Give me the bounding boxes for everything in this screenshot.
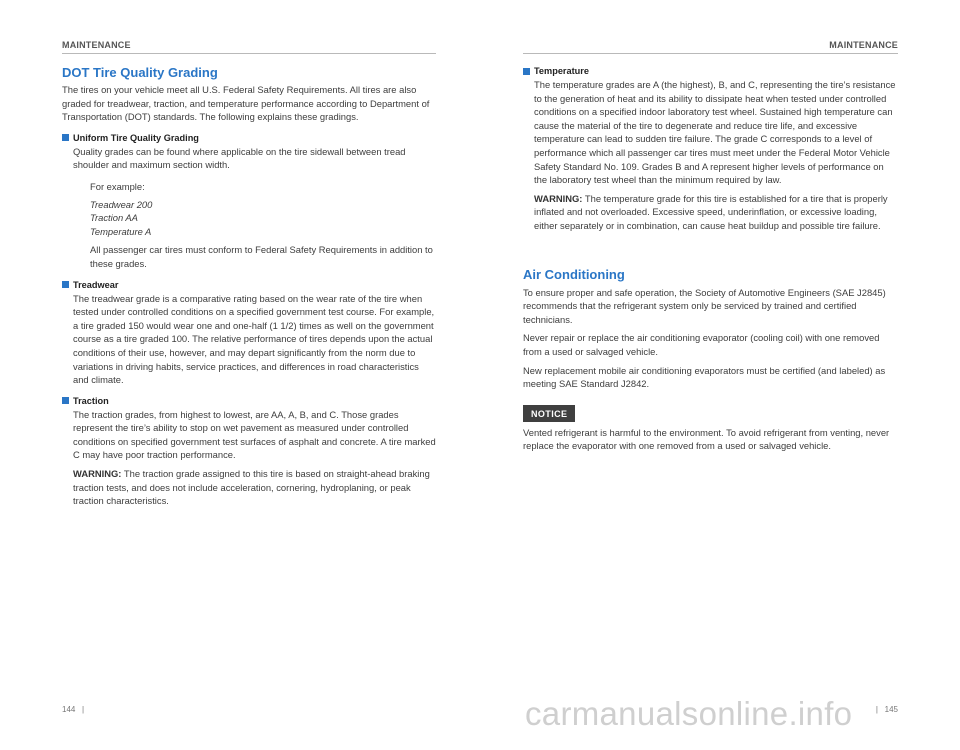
temperature-warning-text: The temperature grade for this tire is established for a tire that is properly inflated and not overloaded. Excessive speed, underinflation, or excessive loading, either separately or in combination, can cause heat buildup and possible tire failure. [534, 192, 888, 231]
uniform-grading-heading-label: Uniform Tire Quality Grading [73, 132, 199, 143]
notice-text: Vented refrigerant is harmful to the environment. To avoid refrigerant from venting, never replace the evaporator with one removed from a used or salvaged vehicle. [523, 426, 890, 452]
square-bullet-icon [62, 281, 69, 288]
intro-paragraph: The tires on your vehicle meet all U.S. Federal Safety Requirements. All tires are also graded for treadwear, traction, and temperature performance according to Department of Transportation (DOT) standards. The following explains these gradings. [62, 84, 430, 123]
page-number-right: | 145 [875, 705, 898, 714]
temperature-warning [523, 192, 898, 233]
traction-heading-label: Traction [73, 395, 109, 406]
section-header-left: MAINTENANCE [62, 40, 436, 54]
example-label: For example: [90, 180, 145, 192]
square-bullet-icon [62, 134, 69, 141]
page-number-left: 144 | [62, 705, 85, 714]
example-treadwear: Treadwear 200 [90, 198, 153, 210]
traction-text: The traction grades, from highest to lowest, are AA, A, B, and C. Those grades represent the tire’s ability to stop on wet pavement as measured under controlled conditions on specified government test surfaces of asphalt and concrete. A tire marked C may have poor traction performance. [73, 408, 436, 461]
tire-grading-title: DOT Tire Quality Grading [62, 65, 218, 80]
traction-warning [62, 467, 436, 508]
notice-box [523, 404, 898, 422]
treadwear-heading-label: Treadwear [73, 279, 119, 290]
ac-paragraph-1: To ensure proper and safe operation, the Society of Automotive Engineers (SAE J2845) recommends that the refrigerant system only be serviced by trained and certified technicians. [523, 286, 886, 325]
treadwear-heading [62, 280, 436, 290]
page-number-145: 145 [884, 705, 898, 714]
square-bullet-icon [523, 68, 530, 75]
warning-label: WARNING: [534, 192, 583, 204]
temperature-heading [523, 66, 898, 76]
warning-label: WARNING: [73, 468, 122, 480]
example-temperature: Temperature A [90, 225, 152, 237]
temperature-text: The temperature grades are A (the highest), B, and C, representing the tire’s resistance to the generation of heat and its ability to dissipate heat when tested under controlled conditions on a specified indoor laboratory test wheel. Sustained high temperature can cause the material of the tire to degenerate and reduce tire life, and excessive temperature can lead to sudden tire failure. The grade C corresponds to a level of performance which all passenger car tires must meet under the Federal Motor Vehicle Safety Standard No. 109. Grades B and A represent higher levels of performance on the laboratory test wheel than the minimum required by law. [534, 79, 896, 186]
traction-warning-text: The traction grade assigned to this tire is based on straight-ahead braking traction tests, and does not include acceleration, cornering, hydroplaning, or peak traction characteristics. [73, 468, 430, 507]
air-conditioning-title: Air Conditioning [523, 266, 625, 282]
watermark: carmanualsonline.info [525, 695, 853, 732]
conform-text: All passenger car tires must conform to Federal Safety Requirements in addition to these grades. [90, 244, 433, 269]
uniform-grading-heading [62, 133, 436, 143]
right-page [480, 0, 960, 750]
ac-paragraph-3: New replacement mobile air conditioning evaporators must be certified (and labeled) as meeting SAE Standard J2842. [523, 364, 886, 390]
ac-paragraph-2: Never repair or replace the air conditioning evaporator (cooling coil) with one removed from a used or salvaged vehicle. [523, 332, 880, 357]
square-bullet-icon [62, 397, 69, 404]
section-header-right: MAINTENANCE [523, 40, 898, 54]
uniform-grading-text: Quality grades can be found where applicable on the tire sidewall between tread shoulder and maximum section width. [73, 145, 406, 171]
traction-heading [62, 396, 436, 406]
treadwear-text: The treadwear grade is a comparative rating based on the wear rate of the tire when tested under controlled conditions on a specified government test course. For example, a tire graded 150 would wear one and one-half (1 1/2) times as well on the government course as a tire graded 100. The relative performance of tires depends upon the actual conditions of their use, however, and may depart significantly from the norm due to variations in driving habits, service practices, and differences in road characteristics and climate. [73, 292, 435, 386]
page-number-144: 144 [62, 705, 76, 714]
example-traction: Traction AA [90, 212, 138, 224]
notice-label: NOTICE [523, 405, 575, 422]
temperature-heading-label: Temperature [534, 66, 589, 76]
